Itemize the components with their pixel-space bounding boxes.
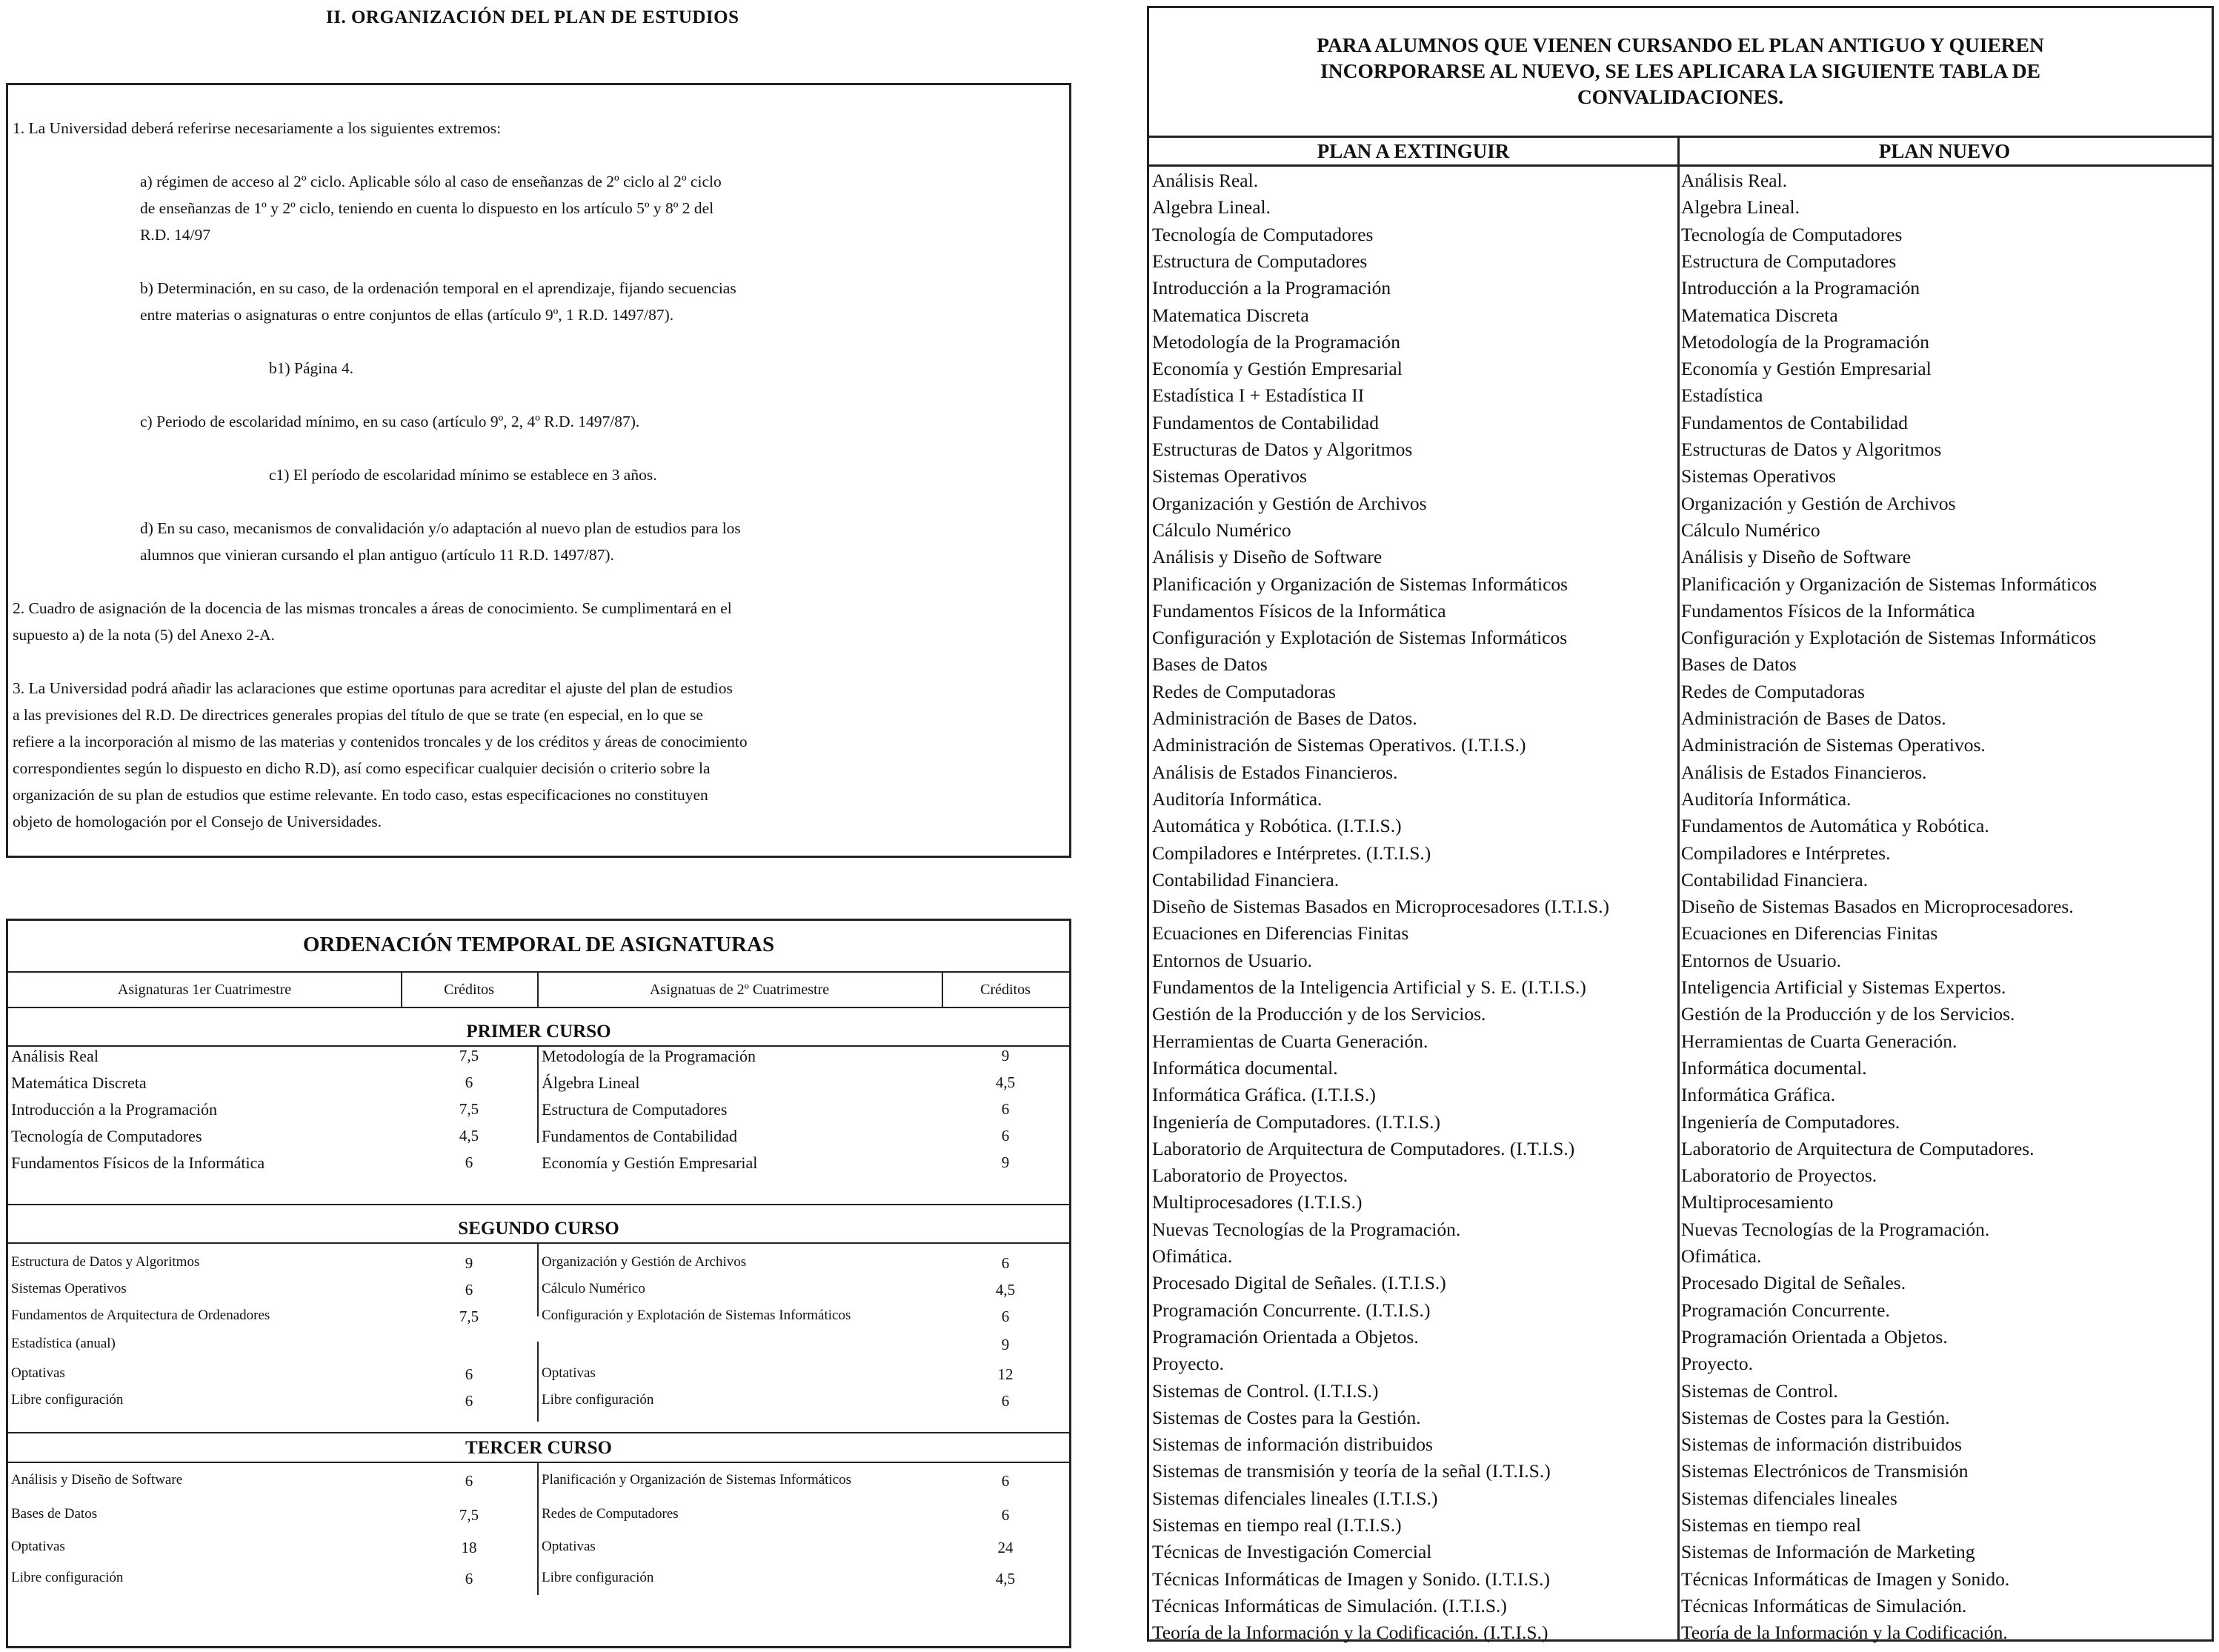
- note-2-line-2: supuesto a) de la nota (5) del Anexo 2-A.: [13, 626, 276, 644]
- note-b-line-1: b) Determinación, en su caso, de la ordenación temporal en el aprendizaje, fijando secuencias: [140, 279, 736, 297]
- credits-2nd: 6: [1001, 1308, 1010, 1325]
- plan-nuevo-item: Sistemas difenciales lineales: [1681, 1487, 1897, 1509]
- plan-extinguir-item: Proyecto.: [1152, 1353, 1225, 1375]
- plan-nuevo-item: Gestión de la Producción y de los Servicios.: [1681, 1003, 2015, 1025]
- convalidaciones-heading: [1149, 32, 2212, 110]
- credits-1st: 7,5: [459, 1308, 479, 1325]
- note-3-line-5: organización de su plan de estudios que estime relevante. En todo caso, estas especificaciones no constituyen: [13, 786, 708, 804]
- plan-extinguir-item: Análisis Real.: [1152, 170, 1259, 191]
- plan-nuevo-item: Análisis y Diseño de Software: [1681, 546, 1912, 568]
- subject-1st: Estructura de Datos y Algoritmos: [11, 1254, 200, 1270]
- plan-nuevo-item: Entornos de Usuario.: [1681, 949, 1842, 971]
- col-header-2nd: Asignatuas de 2º Cuatrimestre: [649, 982, 830, 998]
- plan-extinguir-item: Planificación y Organización de Sistemas Informáticos: [1152, 573, 1568, 595]
- credits-1st: 6: [465, 1472, 473, 1490]
- divider: [8, 1242, 1069, 1244]
- divider: [8, 1045, 1069, 1047]
- divider: [537, 1342, 539, 1422]
- plan-extinguir-item: Fundamentos de la Inteligencia Artificial y S. E. (I.T.I.S.): [1152, 976, 1586, 998]
- note-b-line-2: entre materias o asignaturas o entre conjuntos de ellas (artículo 9º, 1 R.D. 1497/87).: [140, 306, 674, 324]
- divider: [8, 1204, 1069, 1205]
- subject-1st: Sistemas Operativos: [11, 1281, 127, 1296]
- subject-2nd: Fundamentos de Contabilidad: [542, 1127, 737, 1145]
- col-header-plan-nuevo: PLAN NUEVO: [1677, 138, 2212, 167]
- plan-nuevo-item: Estructuras de Datos y Algoritmos: [1681, 439, 1942, 460]
- plan-extinguir-item: Auditoría Informática.: [1152, 787, 1323, 810]
- subject-2nd: Libre configuración: [542, 1570, 654, 1585]
- plan-extinguir-item: Laboratorio de Arquitectura de Computadores. (I.T.I.S.): [1152, 1137, 1575, 1159]
- course-title-segundo: SEGUNDO CURSO: [458, 1219, 619, 1239]
- plan-extinguir-item: Entornos de Usuario.: [1152, 949, 1313, 971]
- plan-extinguir-item: Técnicas Informáticas de Simulación. (I.T.I.S.): [1152, 1594, 1507, 1616]
- convalidaciones-heading-box: [1147, 6, 2214, 138]
- note-3-line-4: correspondientes según lo dispuesto en dicho R.D), así como especificar cualquier decisión o criterio sobre la: [13, 759, 711, 777]
- subject-2nd: Redes de Computadores: [542, 1506, 679, 1522]
- plan-extinguir-item: Sistemas de Costes para la Gestión.: [1152, 1406, 1421, 1428]
- note-3-line-2: a las previsiones del R.D. De directrices generales propias del título de que se trate (en especial, en lo que se: [13, 706, 703, 724]
- plan-extinguir-item: Ofimática.: [1152, 1245, 1233, 1267]
- plan-extinguir-item: Multiprocesadores (I.T.I.S.): [1152, 1191, 1363, 1213]
- plan-extinguir-item: Análisis y Diseño de Software: [1152, 546, 1383, 568]
- plan-nuevo-item: Técnicas Informáticas de Simulación.: [1681, 1594, 1967, 1616]
- plan-nuevo-item: Laboratorio de Arquitectura de Computadores.: [1681, 1137, 2035, 1159]
- subject-2nd: Planificación y Organización de Sistemas Informáticos: [542, 1472, 852, 1488]
- ordenacion-table: [6, 919, 1071, 1648]
- course-title-primer: PRIMER CURSO: [466, 1022, 611, 1042]
- plan-extinguir-item: Tecnología de Computadores: [1152, 223, 1374, 245]
- plan-extinguir-item: Estructura de Computadores: [1152, 250, 1368, 272]
- divider: [8, 1432, 1069, 1433]
- plan-nuevo-item: Configuración y Explotación de Sistemas Informáticos: [1681, 627, 2097, 649]
- plan-extinguir-item: Automática y Robótica. (I.T.I.S.): [1152, 815, 1402, 837]
- plan-nuevo-item: Fundamentos Físicos de la Informática: [1681, 599, 1975, 622]
- credits-1st: 6: [465, 1073, 473, 1091]
- credits-1st: 6: [465, 1392, 473, 1410]
- plan-nuevo-item: Sistemas Operativos: [1681, 465, 1836, 487]
- plan-extinguir-item: Gestión de la Producción y de los Servicios.: [1152, 1003, 1486, 1025]
- plan-extinguir-item: Administración de Sistemas Operativos. (I.T.I.S.): [1152, 734, 1526, 756]
- note-c1: c1) El período de escolaridad mínimo se establece en 3 años.: [269, 466, 657, 484]
- note-a-line-2: de enseñanzas de 1º y 2º ciclo, teniendo en cuenta lo dispuesto en los artículo 5º y 8º 2 del: [140, 199, 714, 217]
- divider: [8, 971, 1069, 973]
- divider: [537, 1462, 539, 1595]
- plan-extinguir-item: Metodología de la Programación: [1152, 330, 1400, 353]
- plan-extinguir-item: Organización y Gestión de Archivos: [1152, 492, 1427, 514]
- plan-nuevo-item: Diseño de Sistemas Basados en Microprocesadores.: [1681, 896, 2074, 918]
- plan-extinguir-item: Procesado Digital de Señales. (I.T.I.S.): [1152, 1272, 1446, 1294]
- divider: [8, 1462, 1069, 1463]
- plan-nuevo-item: Redes de Computadoras: [1681, 680, 1865, 702]
- plan-nuevo-item: Procesado Digital de Señales.: [1681, 1272, 1906, 1294]
- credits-1st: 6: [465, 1570, 473, 1588]
- plan-extinguir-item: Nuevas Tecnologías de la Programación.: [1152, 1218, 1461, 1240]
- credits-2nd: 6: [1001, 1506, 1010, 1524]
- ordenacion-title: ORDENACIÓN TEMPORAL DE ASIGNATURAS: [302, 933, 775, 956]
- subject-2nd: Estructura de Computadores: [542, 1100, 728, 1119]
- credits-2nd: 6: [1001, 1472, 1010, 1490]
- plan-extinguir-item: Cálculo Numérico: [1152, 519, 1291, 541]
- credits-1st: 9: [465, 1254, 473, 1272]
- plan-nuevo-item: Teoría de la Información y la Codificación.: [1681, 1622, 2008, 1644]
- plan-nuevo-item: Estadística: [1681, 384, 1763, 407]
- credits-2nd: 4,5: [995, 1281, 1016, 1299]
- plan-extinguir-item: Laboratorio de Proyectos.: [1152, 1165, 1348, 1187]
- subject-1st: Introducción a la Programación: [11, 1100, 217, 1119]
- plan-extinguir-item: Sistemas Operativos: [1152, 465, 1307, 487]
- subject-2nd: Metodología de la Programación: [542, 1047, 756, 1065]
- plan-nuevo-item: Fundamentos de Automática y Robótica.: [1681, 815, 1989, 837]
- heading-line: CONVALIDACIONES.: [1577, 85, 1784, 108]
- col-header-credits-2: Créditos: [980, 982, 1031, 998]
- credits-2nd: 6: [1001, 1127, 1010, 1145]
- credits-1st: 7,5: [459, 1047, 479, 1065]
- plan-nuevo-item: Tecnología de Computadores: [1681, 223, 1903, 245]
- plan-nuevo-item: Organización y Gestión de Archivos: [1681, 492, 1956, 514]
- credits-2nd: 12: [997, 1365, 1014, 1383]
- plan-extinguir-item: Estadística I + Estadística II: [1152, 384, 1365, 407]
- subject-1st: Bases de Datos: [11, 1506, 98, 1522]
- subject-2nd: Libre configuración: [542, 1392, 654, 1408]
- plan-extinguir-item: Programación Orientada a Objetos.: [1152, 1325, 1419, 1348]
- credits-2nd: 24: [997, 1539, 1014, 1556]
- plan-nuevo-item: Análisis de Estados Financieros.: [1681, 761, 1927, 783]
- notes-box: [6, 83, 1071, 858]
- plan-extinguir-item: Compiladores e Intérpretes. (I.T.I.S.): [1152, 842, 1431, 864]
- plan-nuevo-item: Estructura de Computadores: [1681, 250, 1897, 272]
- credits-2nd: 6: [1001, 1100, 1010, 1118]
- plan-extinguir-item: Herramientas de Cuarta Generación.: [1152, 1030, 1428, 1052]
- plan-nuevo-item: Sistemas de Información de Marketing: [1681, 1541, 1975, 1563]
- plan-extinguir-item: Introducción a la Programación: [1152, 277, 1391, 299]
- plan-extinguir-item: Informática documental.: [1152, 1056, 1338, 1079]
- subject-1st: Análisis y Diseño de Software: [11, 1472, 183, 1488]
- credits-1st: 18: [461, 1539, 477, 1556]
- plan-extinguir-item: Algebra Lineal.: [1152, 196, 1271, 219]
- note-3-line-6: objeto de homologación por el Consejo de Universidades.: [13, 813, 382, 830]
- plan-extinguir-item: Programación Concurrente. (I.T.I.S.): [1152, 1299, 1431, 1321]
- credits-2nd: 4,5: [995, 1073, 1016, 1091]
- note-a-line-1: a) régimen de acceso al 2º ciclo. Aplicable sólo al caso de enseñanzas de 2º ciclo al 2º ciclo: [140, 173, 722, 190]
- plan-nuevo-item: Compiladores e Intérpretes.: [1681, 842, 1891, 864]
- plan-nuevo-item: Herramientas de Cuarta Generación.: [1681, 1030, 1957, 1052]
- plan-extinguir-item: Administración de Bases de Datos.: [1152, 707, 1417, 729]
- credits-2nd: 6: [1001, 1254, 1010, 1272]
- subject-1st: Análisis Real: [11, 1047, 99, 1065]
- credits-2nd: 4,5: [995, 1570, 1016, 1588]
- course-title-tercer: TERCER CURSO: [465, 1438, 612, 1458]
- plan-nuevo-item: Fundamentos de Contabilidad: [1681, 411, 1908, 433]
- plan-nuevo-item: Economía y Gestión Empresarial: [1681, 358, 1932, 380]
- note-c: c) Periodo de escolaridad mínimo, en su caso (artículo 9º, 2, 4º R.D. 1497/87).: [140, 413, 640, 430]
- plan-nuevo-item: Planificación y Organización de Sistemas Informáticos: [1681, 573, 2097, 595]
- plan-extinguir-item: Sistemas difenciales lineales (I.T.I.S.): [1152, 1487, 1438, 1509]
- plan-nuevo-item: Multiprocesamiento: [1681, 1191, 1834, 1213]
- subject-1st: Fundamentos de Arquitectura de Ordenadores: [11, 1308, 270, 1323]
- divider: [537, 1242, 539, 1316]
- plan-nuevo-item: Programación Concurrente.: [1681, 1299, 1890, 1321]
- plan-nuevo-item: Sistemas de información distribuidos: [1681, 1433, 1962, 1456]
- plan-extinguir-item: Contabilidad Financiera.: [1152, 868, 1340, 890]
- subject-1st: Libre configuración: [11, 1570, 124, 1585]
- plan-nuevo-item: Análisis Real.: [1681, 170, 1788, 191]
- plan-nuevo-item: Técnicas Informáticas de Imagen y Sonido.: [1681, 1568, 2010, 1590]
- heading-line: INCORPORARSE AL NUEVO, SE LES APLICARA LA SIGUIENTE TABLA DE: [1320, 59, 2040, 82]
- plan-nuevo-item: Administración de Bases de Datos.: [1681, 707, 1946, 729]
- credits-2nd: 9: [1001, 1153, 1010, 1171]
- credits-1st: 7,5: [459, 1506, 479, 1524]
- plan-nuevo-item: Matematica Discreta: [1681, 304, 1838, 326]
- credits-1st: 6: [465, 1365, 473, 1383]
- plan-extinguir-item: Bases de Datos: [1152, 653, 1268, 676]
- divider: [1677, 138, 1680, 1642]
- plan-extinguir-item: Economía y Gestión Empresarial: [1152, 358, 1403, 380]
- note-2-line-1: 2. Cuadro de asignación de la docencia de las mismas troncales a áreas de conocimiento. Se cumplimentará en el: [13, 599, 732, 617]
- plan-nuevo-item: Ofimática.: [1681, 1245, 1762, 1267]
- plan-nuevo-item: Sistemas en tiempo real: [1681, 1514, 1861, 1536]
- plan-nuevo-item: Sistemas Electrónicos de Transmisión: [1681, 1460, 1969, 1482]
- note-d-line-1: d) En su caso, mecanismos de convalidación y/o adaptación al nuevo plan de estudios para los: [140, 519, 741, 537]
- note-b1: b1) Página 4.: [269, 359, 354, 377]
- plan-nuevo-item: Bases de Datos: [1681, 653, 1797, 676]
- plan-nuevo-item: Informática documental.: [1681, 1056, 1867, 1079]
- subject-2nd: Álgebra Lineal: [542, 1073, 640, 1092]
- subject-1st: Tecnología de Computadores: [11, 1127, 202, 1145]
- plan-extinguir-item: Redes de Computadoras: [1152, 680, 1336, 702]
- plan-nuevo-item: Inteligencia Artificial y Sistemas Expertos.: [1681, 976, 2006, 998]
- heading-line: PARA ALUMNOS QUE VIENEN CURSANDO EL PLAN ANTIGUO Y QUIEREN: [1317, 33, 2044, 56]
- subject-2nd: Organización y Gestión de Archivos: [542, 1254, 747, 1270]
- subject-2nd: Optativas: [542, 1539, 596, 1554]
- note-3-line-3: refiere a la incorporación al mismo de las materias y contenidos troncales y de los créditos y áreas de conocimiento: [13, 733, 748, 750]
- plan-extinguir-item: Informática Gráfica. (I.T.I.S.): [1152, 1084, 1376, 1106]
- note-a-line-3: R.D. 14/97: [140, 226, 210, 244]
- col-header-plan-a-extinguir: PLAN A EXTINGUIR: [1149, 138, 1677, 167]
- plan-extinguir-item: Sistemas de Control. (I.T.I.S.): [1152, 1379, 1379, 1402]
- plan-extinguir-item: Fundamentos Físicos de la Informática: [1152, 599, 1446, 622]
- plan-extinguir-item: Ingeniería de Computadores. (I.T.I.S.): [1152, 1110, 1440, 1133]
- subject-1st: Estadística (anual): [11, 1336, 116, 1351]
- plan-nuevo-item: Programación Orientada a Objetos.: [1681, 1325, 1948, 1348]
- plan-nuevo-item: Cálculo Numérico: [1681, 519, 1820, 541]
- subject-2nd: Cálculo Numérico: [542, 1281, 645, 1296]
- convalidaciones-table: [1147, 138, 2214, 1642]
- note-1: 1. La Universidad deberá referirse necesariamente a los siguientes extremos:: [13, 119, 502, 137]
- col-header-credits-1: Créditos: [444, 982, 494, 998]
- credits-2nd: 9: [1001, 1047, 1010, 1065]
- plan-nuevo-item: Algebra Lineal.: [1681, 196, 1800, 219]
- plan-extinguir-item: Técnicas Informáticas de Imagen y Sonido. (I.T.I.S.): [1152, 1568, 1550, 1590]
- plan-extinguir-item: Sistemas de información distribuidos: [1152, 1433, 1433, 1456]
- subject-1st: Matemática Discreta: [11, 1073, 147, 1092]
- credits-1st: 7,5: [459, 1100, 479, 1118]
- divider: [8, 1007, 1069, 1008]
- plan-extinguir-item: Sistemas en tiempo real (I.T.I.S.): [1152, 1514, 1402, 1536]
- credits-2nd: 9: [1001, 1336, 1010, 1353]
- credits-1st: 4,5: [459, 1127, 479, 1145]
- plan-nuevo-item: Introducción a la Programación: [1681, 277, 1920, 299]
- divider: [537, 1045, 539, 1143]
- plan-nuevo-item: Auditoría Informática.: [1681, 787, 1852, 810]
- credits-1st: 6: [465, 1281, 473, 1299]
- plan-extinguir-item: Ecuaciones en Diferencias Finitas: [1152, 922, 1409, 945]
- plan-nuevo-item: Metodología de la Programación: [1681, 330, 1929, 353]
- plan-nuevo-item: Contabilidad Financiera.: [1681, 868, 1869, 890]
- plan-extinguir-item: Estructuras de Datos y Algoritmos: [1152, 439, 1413, 460]
- subject-1st: Optativas: [11, 1539, 65, 1554]
- note-d-line-2: alumnos que vinieran cursando el plan antiguo (artículo 11 R.D. 1497/87).: [140, 546, 614, 564]
- plan-extinguir-item: Fundamentos de Contabilidad: [1152, 411, 1379, 433]
- plan-extinguir-item: Matematica Discreta: [1152, 304, 1309, 326]
- plan-nuevo-item: Ecuaciones en Diferencias Finitas: [1681, 922, 1938, 945]
- subject-1st: Libre configuración: [11, 1392, 124, 1408]
- plan-nuevo-item: Nuevas Tecnologías de la Programación.: [1681, 1218, 1990, 1240]
- plan-nuevo-item: Laboratorio de Proyectos.: [1681, 1165, 1877, 1187]
- credits-1st: 6: [465, 1153, 473, 1171]
- plan-nuevo-item: Informática Gráfica.: [1681, 1084, 1836, 1106]
- plan-extinguir-item: Análisis de Estados Financieros.: [1152, 761, 1398, 783]
- subject-2nd: Economía y Gestión Empresarial: [542, 1153, 758, 1172]
- plan-extinguir-item: Teoría de la Información y la Codificación. (I.T.I.S.): [1152, 1622, 1548, 1644]
- section-title: II. ORGANIZACIÓN DEL PLAN DE ESTUDIOS: [326, 7, 739, 27]
- plan-nuevo-item: Administración de Sistemas Operativos.: [1681, 734, 1986, 756]
- plan-nuevo-item: Sistemas de Control.: [1681, 1379, 1838, 1402]
- plan-extinguir-item: Sistemas de transmisión y teoría de la señal (I.T.I.S.): [1152, 1460, 1551, 1482]
- credits-2nd: 6: [1001, 1392, 1010, 1410]
- plan-nuevo-item: Sistemas de Costes para la Gestión.: [1681, 1406, 1950, 1428]
- plan-extinguir-item: Técnicas de Investigación Comercial: [1152, 1541, 1432, 1563]
- subject-2nd: Optativas: [542, 1365, 596, 1381]
- subject-1st: Optativas: [11, 1365, 65, 1381]
- col-header-1st: Asignaturas 1er Cuatrimestre: [117, 982, 292, 998]
- plan-extinguir-item: Diseño de Sistemas Basados en Microprocesadores (I.T.I.S.): [1152, 896, 1610, 918]
- plan-extinguir-item: Configuración y Explotación de Sistemas Informáticos: [1152, 627, 1568, 649]
- plan-nuevo-item: Proyecto.: [1681, 1353, 1754, 1375]
- plan-nuevo-item: Ingeniería de Computadores.: [1681, 1110, 1900, 1133]
- subject-2nd: Configuración y Explotación de Sistemas Informáticos: [542, 1308, 851, 1323]
- subject-1st: Fundamentos Físicos de la Informática: [11, 1153, 265, 1172]
- note-3-line-1: 3. La Universidad podrá añadir las aclaraciones que estime oportunas para acreditar el ajuste del plan de estudios: [13, 679, 733, 697]
